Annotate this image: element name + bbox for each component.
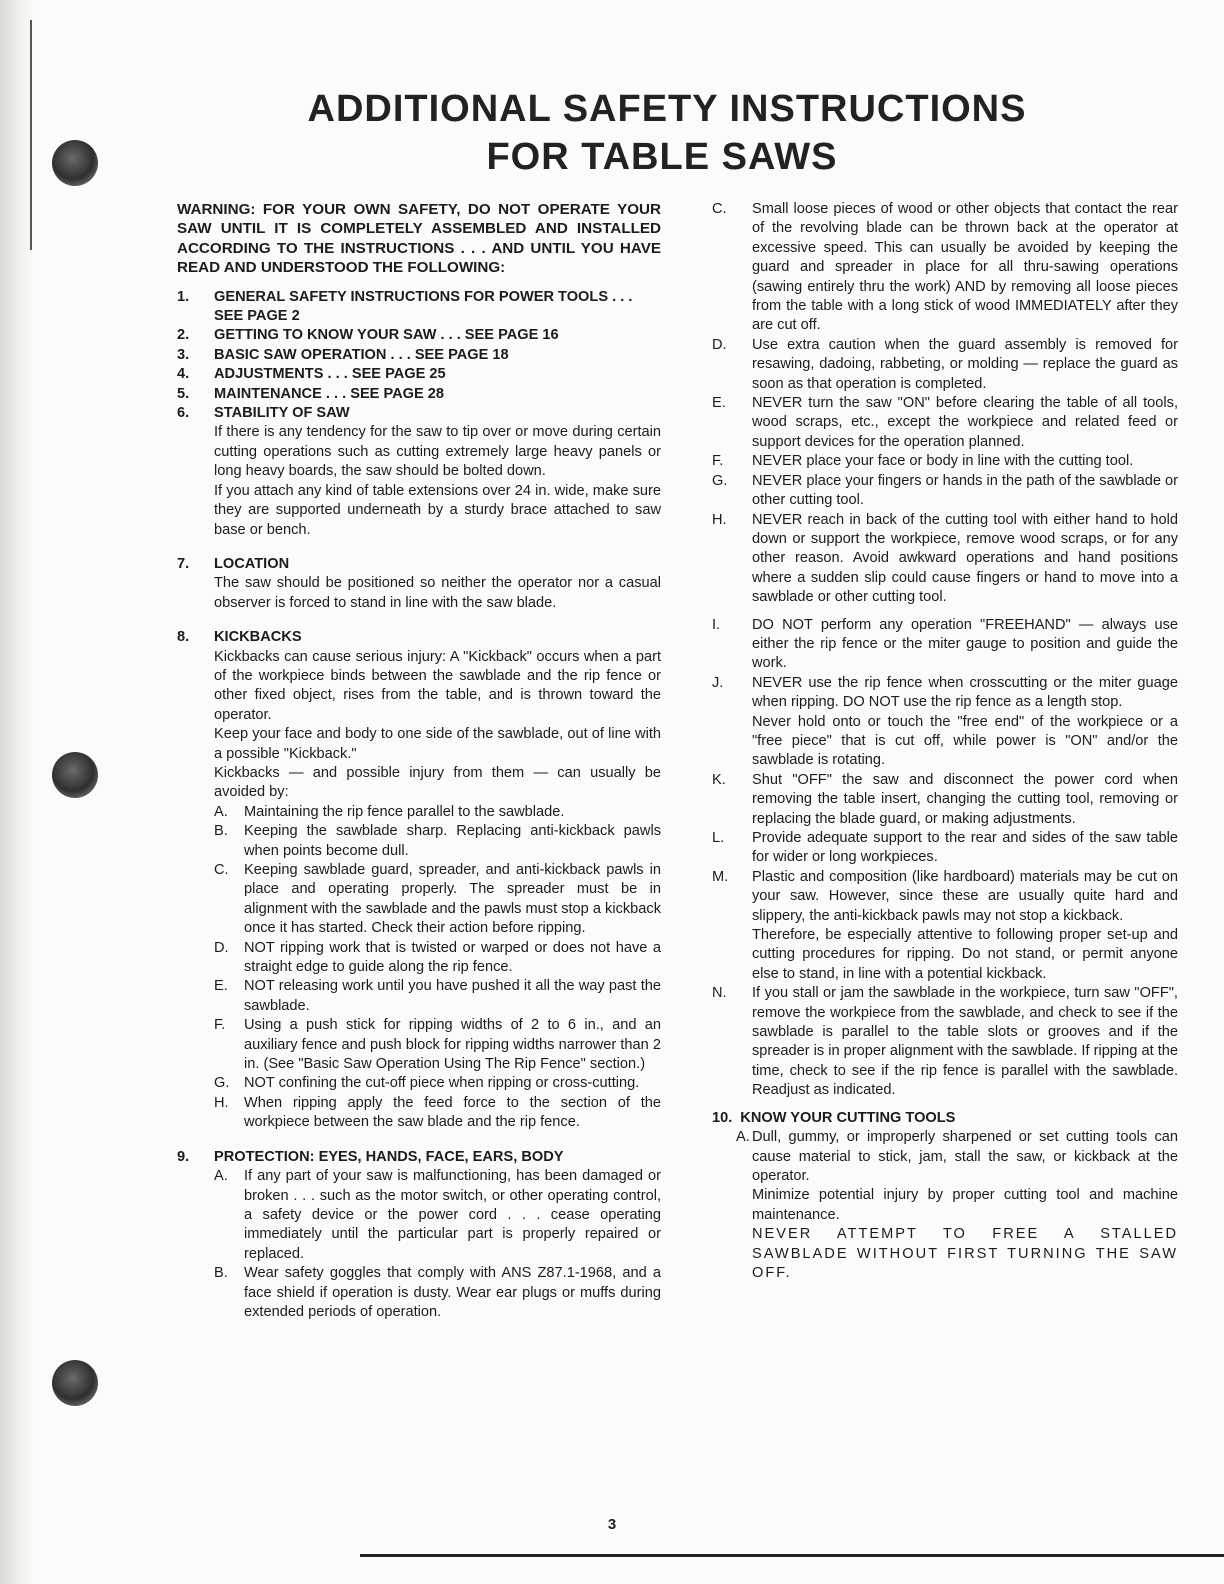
sub-text: NEVER reach in back of the cutting tool with either hand to hold down or support the workpiece, remove wood scraps, or for any other reason. Avoid awkward operations and hand positions where a sudden slip could cause fingers or hand to move into a sawblade or other cutting tool. bbox=[752, 511, 1178, 606]
punch-hole-middle bbox=[52, 752, 98, 798]
sub-letter: C. bbox=[712, 201, 727, 217]
sub-text: When ripping apply the feed force to the section of the workpiece between the saw blade and the rip fence. bbox=[244, 1094, 661, 1131]
sub-item bbox=[712, 452, 1178, 471]
sub-text: NOT releasing work until you have pushed it all the way past the sawblade. bbox=[244, 978, 661, 1014]
section-paragraph: The saw should be positioned so neither the operator nor a casual observer is forced to stand in line with the saw blade. bbox=[214, 575, 661, 611]
section-heading: LOCATION bbox=[214, 555, 290, 572]
sub-item bbox=[214, 803, 661, 822]
warning-paragraph: WARNING: FOR YOUR OWN SAFETY, DO NOT OPERATE YOUR SAW UNTIL IT IS COMPLETELY ASSEMBLED AND INSTALLED ACCORDING TO THE INSTRUCTIONS . . . AND UNTIL YOU HAVE READ AND UNDERSTOOD THE FOLLOWING: bbox=[177, 201, 661, 277]
sub-text: Small loose pieces of wood or other objects that contact the rear of the revolving blade can be thrown back at the operator at excessive speed. This can usually be avoided by keeping the guard and spreader in place for all thru-sawing operations (sawing entirely thru the work) AND by removing all loose pieces from the table with a long stick of wood IMMEDIATELY after they are cut off. bbox=[752, 201, 1178, 334]
sub-letter: E. bbox=[214, 978, 228, 995]
sub-item bbox=[214, 822, 661, 861]
sub-item bbox=[712, 829, 1178, 868]
sub-item bbox=[214, 1074, 661, 1093]
list-item bbox=[177, 346, 661, 365]
sub-item bbox=[214, 1016, 661, 1074]
sub-letter: J. bbox=[712, 674, 724, 691]
sub-text: Use extra caution when the guard assembly is removed for resawing, dadoing, rabbeting, or molding — replace the guard as soon as that operation is completed. bbox=[752, 336, 1178, 392]
sub-text: NOT ripping work that is twisted or warped or does not have a straight edge to guide along the rip fence. bbox=[244, 939, 661, 976]
scan-margin-line bbox=[30, 20, 32, 250]
list-text: MAINTENANCE . . . SEE PAGE 28 bbox=[214, 385, 445, 402]
sub-letter: N. bbox=[712, 985, 727, 1002]
sub-item bbox=[214, 1167, 661, 1264]
sub-text: Using a push stick for ripping widths of 2 to 6 in., and an auxiliary fence and push block for ripping widths narrower than 2 in. (See "Basic Saw Operation Using The Rip Fence" section.) bbox=[244, 1017, 661, 1073]
bottom-rule bbox=[360, 1554, 1224, 1557]
sub-text: NEVER use the rip fence when crosscutting or the miter guage when ripping. DO NOT use the rip fence as a length stop. bbox=[752, 674, 1178, 711]
sub-item bbox=[712, 984, 1178, 1100]
sub-letter: A. bbox=[214, 803, 228, 820]
sub-letter: C. bbox=[214, 862, 229, 878]
sub-text: Shut "OFF" the saw and disconnect the power cord when removing the table insert, changing the cutting tool, removing or replacing the blade guard, or making adjustments. bbox=[752, 771, 1178, 827]
sub-text: Keeping the sawblade sharp. Replacing anti-kickback pawls when points become dull. bbox=[244, 823, 661, 859]
page-number: 3 bbox=[607, 1516, 617, 1533]
list-item bbox=[177, 365, 661, 384]
sub-text: Maintaining the rip fence parallel to the sawblade. bbox=[244, 803, 565, 820]
section-paragraph: Kickbacks — and possible injury from them — can usually be avoided by: bbox=[214, 764, 661, 801]
sub-letter: D. bbox=[712, 336, 727, 353]
sub-item bbox=[712, 771, 1178, 829]
sub-item bbox=[214, 861, 661, 939]
sub-letter: H. bbox=[712, 511, 727, 528]
sub-letter: D. bbox=[214, 939, 229, 956]
section-paragraph: If there is any tendency for the saw to tip over or move during certain cutting operations such as cutting extremely large heavy panels or long heavy boards, the saw should be bolted down. bbox=[214, 424, 661, 480]
list-text: GETTING TO KNOW YOUR SAW . . . SEE PAGE 16 bbox=[214, 327, 559, 344]
sub-letter: H. bbox=[214, 1094, 229, 1111]
section-heading: KNOW YOUR CUTTING TOOLS bbox=[740, 1109, 956, 1126]
sub-letter: G. bbox=[712, 472, 728, 489]
warning-text: NEVER ATTEMPT TO FREE A STALLED SAWBLADE WITHOUT FIRST TURNING THE SAW OFF. bbox=[752, 1226, 1178, 1281]
sub-item bbox=[214, 977, 661, 1016]
scan-margin-shadow bbox=[0, 0, 34, 1584]
sub-item bbox=[712, 616, 1178, 674]
list-number: 5. bbox=[177, 385, 190, 402]
sub-letter: K. bbox=[712, 771, 726, 788]
punch-hole-bottom bbox=[52, 1360, 98, 1406]
sub-text: Dull, gummy, or improperly sharpened or set cutting tools can cause material to stick, jam, stall the saw, or kickback at the operator. bbox=[752, 1129, 1178, 1184]
sub-text: Wear safety goggles that comply with ANS Z87.1-1968, and a face shield if operation is dusty. Wear ear plugs or muffs during extended periods of operation. bbox=[244, 1265, 661, 1320]
sub-text: If you stall or jam the sawblade in the workpiece, turn saw "OFF", remove the workpiece from the sawblade, and check to see if the sawblade is parallel to the table slots or grooves and if the spreader is in proper alignment with the sawblade. If ripping at the time, check to see if the rip fence is parallel with the sawblade. Readjust as indicated. bbox=[752, 985, 1178, 1099]
sub-text: Therefore, be especially attentive to following proper set-up and cutting procedures for ripping. Do not stand, or permit anyone else to stand, in line with a potential kickback. bbox=[752, 927, 1178, 982]
section-number: 6. bbox=[177, 405, 190, 422]
sub-text: Never hold onto or touch the "free end" of the workpiece or a "free piece" that is cut off, while power is "ON" and/or the sawblade is rotating. bbox=[752, 713, 1178, 769]
left-column bbox=[177, 200, 661, 1322]
right-column bbox=[712, 200, 1178, 1283]
section-heading: STABILITY OF SAW bbox=[214, 405, 350, 422]
sub-letter: F. bbox=[214, 1017, 226, 1034]
section-paragraph: Keep your face and body to one side of the sawblade, out of line with a possible "Kickback." bbox=[214, 726, 661, 762]
section-number: 7. bbox=[177, 555, 190, 572]
section-number: 8. bbox=[177, 629, 190, 646]
sub-text: NEVER place your fingers or hands in the path of the sawblade or other cutting tool. bbox=[752, 472, 1178, 509]
sub-text: If any part of your saw is malfunctioning, has been damaged or broken . . . such as the motor switch, or other operating control, a safety device or the power cord . . . cease operating immediately until the particular part is properly repaired or replaced. bbox=[244, 1168, 661, 1262]
list-text: GENERAL SAFETY INSTRUCTIONS FOR POWER TOOLS . . . SEE PAGE 2 bbox=[214, 288, 633, 325]
sub-text: NEVER place your face or body in line with the cutting tool. bbox=[752, 453, 1134, 470]
simple-list bbox=[177, 288, 661, 404]
sub-letter: L. bbox=[712, 830, 725, 846]
section-number: 9. bbox=[177, 1148, 190, 1165]
section-heading: KICKBACKS bbox=[214, 629, 302, 646]
list-number: 4. bbox=[177, 366, 190, 383]
sub-item bbox=[214, 939, 661, 978]
sub-letter: A. bbox=[736, 1129, 750, 1146]
sub-text: Provide adequate support to the rear and sides of the saw table for wider or long workpieces. bbox=[752, 830, 1178, 866]
sub-item bbox=[214, 1094, 661, 1133]
section-stability bbox=[177, 404, 661, 540]
sub-item bbox=[712, 511, 1178, 608]
list-text: ADJUSTMENTS . . . SEE PAGE 25 bbox=[214, 366, 446, 383]
sub-letter: I. bbox=[712, 616, 721, 633]
sub-letter: E. bbox=[712, 395, 726, 412]
sub-text: NOT confining the cut-off piece when ripping or cross-cutting. bbox=[244, 1075, 640, 1092]
section-cutting-tools bbox=[712, 1109, 1178, 1128]
sub-letter: G. bbox=[214, 1075, 230, 1092]
section-paragraph: If you attach any kind of table extensions over 24 in. wide, make sure they are supported underneath by a sturdy brace attached to saw base or bench. bbox=[214, 482, 661, 538]
page-title-line1: ADDITIONAL SAFETY INSTRUCTIONS bbox=[307, 88, 1027, 130]
sub-text: Plastic and composition (like hardboard) materials may be cut on your saw. However, since these are usually quite hard and slippery, the anti-kickback pawls may not stop a kickback. bbox=[752, 868, 1178, 924]
sub-letter: M. bbox=[712, 868, 729, 885]
sub-text: NEVER turn the saw "ON" before clearing the table of all tools, wood scraps, etc., except the workpiece and related feed or support devices for the operation planned. bbox=[752, 395, 1178, 450]
sub-item bbox=[712, 674, 1178, 771]
section-protection bbox=[177, 1148, 661, 1323]
sub-text: Minimize potential injury by proper cutting tool and machine maintenance. bbox=[752, 1187, 1178, 1223]
sub-letter: B. bbox=[214, 823, 228, 840]
list-number: 3. bbox=[177, 346, 190, 363]
list-item bbox=[177, 385, 661, 404]
list-text: BASIC SAW OPERATION . . . SEE PAGE 18 bbox=[214, 346, 509, 363]
section-location bbox=[177, 555, 661, 613]
section-paragraph: Kickbacks can cause serious injury: A "Kickback" occurs when a part of the workpiece binds between the sawblade and the rip fence or other fixed object, rises from the table, and is thrown toward the operator. bbox=[214, 648, 661, 723]
section-number: 10. bbox=[712, 1109, 733, 1126]
section-kickbacks bbox=[177, 628, 661, 1133]
sub-item bbox=[712, 394, 1178, 452]
sub-item bbox=[712, 472, 1178, 511]
list-number: 1. bbox=[177, 288, 190, 305]
sub-letter: A. bbox=[214, 1168, 228, 1185]
sub-text: DO NOT perform any operation "FREEHAND" — always use either the rip fence or the miter gauge to position and guide the work. bbox=[752, 616, 1178, 672]
sub-letter: F. bbox=[712, 453, 724, 470]
page-title-line2: FOR TABLE SAWS bbox=[486, 136, 838, 178]
sub-item bbox=[712, 1128, 1178, 1283]
sub-item bbox=[712, 336, 1178, 394]
sub-item bbox=[712, 200, 1178, 336]
sub-item bbox=[712, 868, 1178, 984]
list-item bbox=[177, 288, 661, 327]
sub-item bbox=[214, 1264, 661, 1322]
section-heading: PROTECTION: EYES, HANDS, FACE, EARS, BODY bbox=[214, 1148, 564, 1165]
sub-letter: B. bbox=[214, 1265, 228, 1282]
sub-text: Keeping sawblade guard, spreader, and anti-kickback pawls in place and operating properly. The spreader must be in alignment with the sawblade and the pawls must stop a kickback once it has started. Check their action before ripping. bbox=[244, 862, 661, 937]
list-number: 2. bbox=[177, 327, 190, 344]
list-item bbox=[177, 326, 661, 345]
